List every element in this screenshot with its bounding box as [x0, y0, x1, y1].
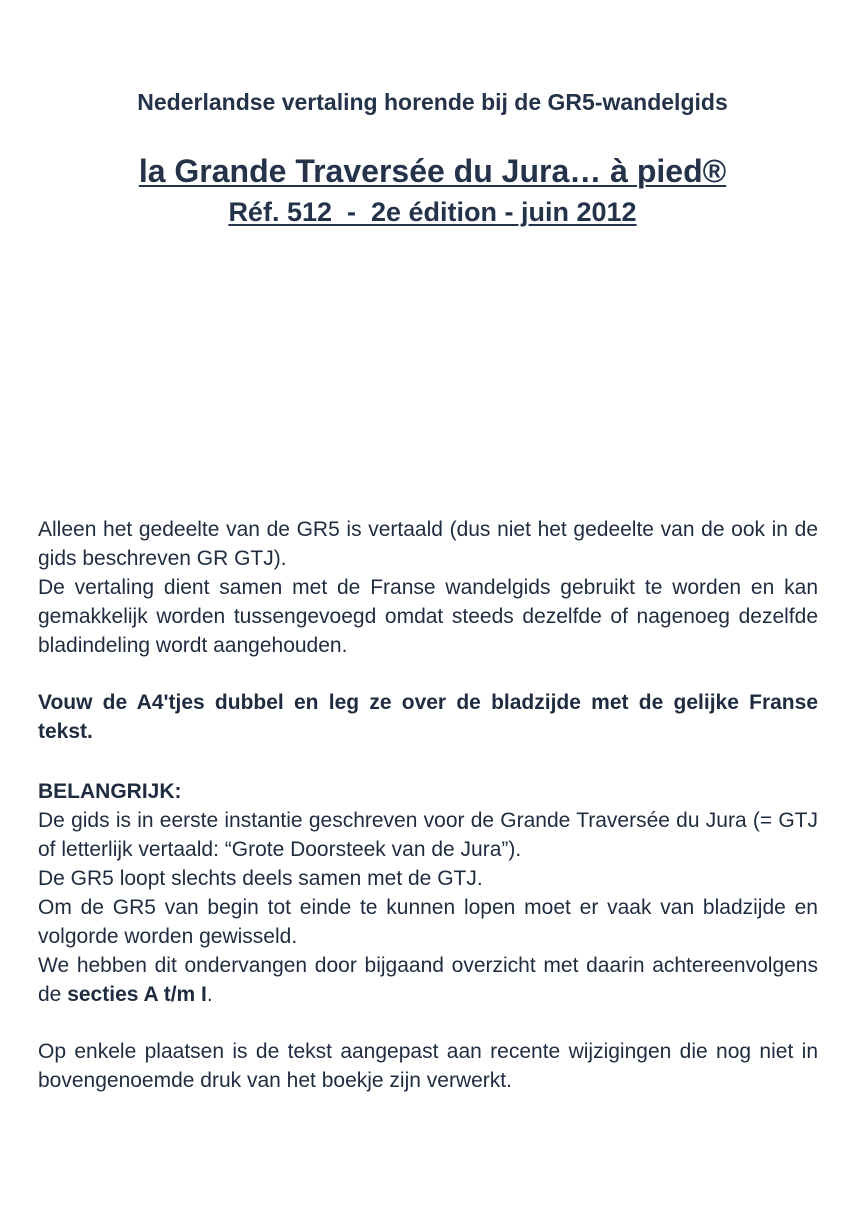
important-line-4-end: .	[206, 983, 213, 1006]
reference-edition: Réf. 512 - 2e édition - juin 2012	[228, 197, 637, 227]
intro-section	[38, 515, 818, 660]
important-heading: BELANGRIJK:	[38, 780, 182, 803]
note-paragraph: Op enkele plaatsen is de tekst aangepast aan recente wijzigingen die nog niet in bovengenoemde druk van het boekje zijn verwerkt.	[38, 1040, 818, 1092]
important-section	[38, 777, 818, 1009]
note-section	[38, 1037, 818, 1095]
intro-paragraph-1: Alleen het gedeelte van de GR5 is vertaald (dus niet het gedeelte van de ook in de gids beschreven GR GTJ).	[38, 518, 818, 570]
sections-range: secties A t/m I	[67, 983, 207, 1006]
intro-paragraph-2: De vertaling dient samen met de Franse wandelgids gebruikt te worden en kan gemakkelijk worden tussengevoegd omdat steeds dezelfde of nagenoeg dezelfde bladindeling wordt aangehouden.	[38, 576, 818, 657]
important-line-3: Om de GR5 van begin tot einde te kunnen lopen moet er vaak van bladzijde en volgorde worden gewisseld.	[38, 896, 818, 948]
document-subtitle: Nederlandse vertaling horende bij de GR5-wandelgids	[137, 89, 728, 115]
important-line-4	[38, 951, 818, 1009]
important-line-4-start: We hebben dit ondervangen door bijgaand overzicht met daarin achtereenvolgens de	[38, 954, 818, 1006]
fold-instruction: Vouw de A4'tjes dubbel en leg ze over de bladzijde met de gelijke Franse tekst.	[38, 691, 818, 743]
important-line-1: De gids is in eerste instantie geschreven voor de Grande Traversée du Jura (= GTJ of letterlijk vertaald: “Grote Doorsteek van de Jura”).	[38, 809, 818, 861]
important-line-2: De GR5 loopt slechts deels samen met de GTJ.	[38, 867, 483, 890]
fold-instruction-section	[38, 688, 818, 746]
document-title: la Grande Traversée du Jura… à pied®	[138, 153, 727, 189]
